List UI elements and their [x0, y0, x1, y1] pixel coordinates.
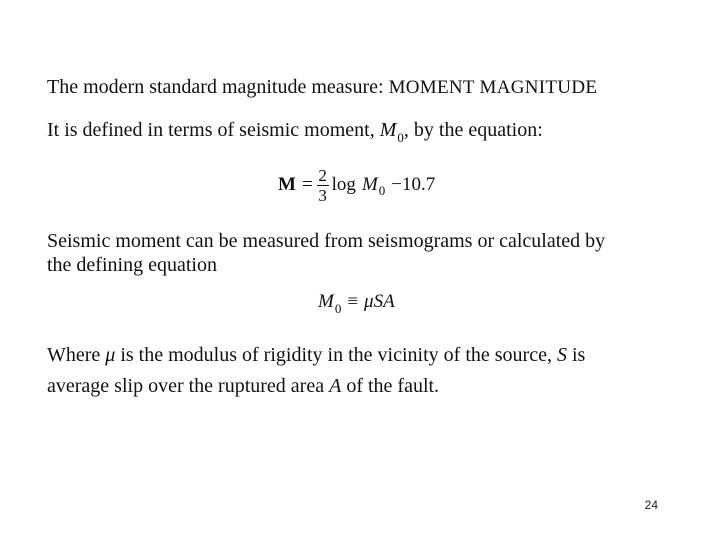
slide-title [47, 75, 597, 100]
eq1-lhs: M [278, 174, 296, 195]
moment-magnitude-equation [278, 162, 435, 208]
explanation-slip: average slip over the ruptured area [47, 375, 330, 397]
seismic-moment-equation [318, 291, 395, 316]
title-prefix: The modern standard magnitude measure: [47, 76, 389, 98]
definition-before: It is defined in terms of seismic moment, [47, 119, 380, 141]
moment-symbol: M [379, 119, 397, 141]
eq2-subscript: 0 [334, 301, 342, 316]
explanation-line-1 [47, 343, 585, 367]
s-symbol: S [556, 344, 567, 366]
explanation-is: is [566, 344, 586, 366]
a-symbol: A [329, 375, 342, 397]
eq1-subscript: 0 [378, 183, 386, 198]
eq1-fraction [317, 166, 329, 205]
explanation-where: Where [47, 344, 106, 366]
eq2-equiv: ≡ [347, 291, 359, 312]
eq1-symbol: M [361, 174, 378, 195]
definition-line [47, 118, 543, 144]
eq2-rhs: μSA [364, 291, 395, 312]
eq1-log: log [331, 174, 356, 195]
paragraph-line-2: the defining equation [47, 254, 217, 276]
explanation-line-2 [47, 374, 439, 398]
eq1-constant: −10.7 [391, 174, 436, 195]
page-number: 24 [644, 498, 658, 512]
eq1-equals: = [301, 174, 313, 195]
explanation-rigidity: is the modulus of rigidity in the vicinity of the source, [115, 344, 557, 366]
definition-after: , by the equation: [403, 119, 543, 141]
paragraph-line-1: Seismic moment can be measured from seismograms or calculated by [47, 230, 606, 252]
explanation-fault: of the fault. [341, 375, 440, 397]
moment-subscript: 0 [397, 130, 404, 145]
mu-symbol: μ [105, 344, 116, 366]
eq1-denominator: 3 [318, 185, 327, 205]
eq1-numerator: 2 [318, 165, 327, 185]
eq2-symbol: M [318, 291, 334, 312]
title-emphasis: MOMENT MAGNITUDE [388, 77, 598, 98]
